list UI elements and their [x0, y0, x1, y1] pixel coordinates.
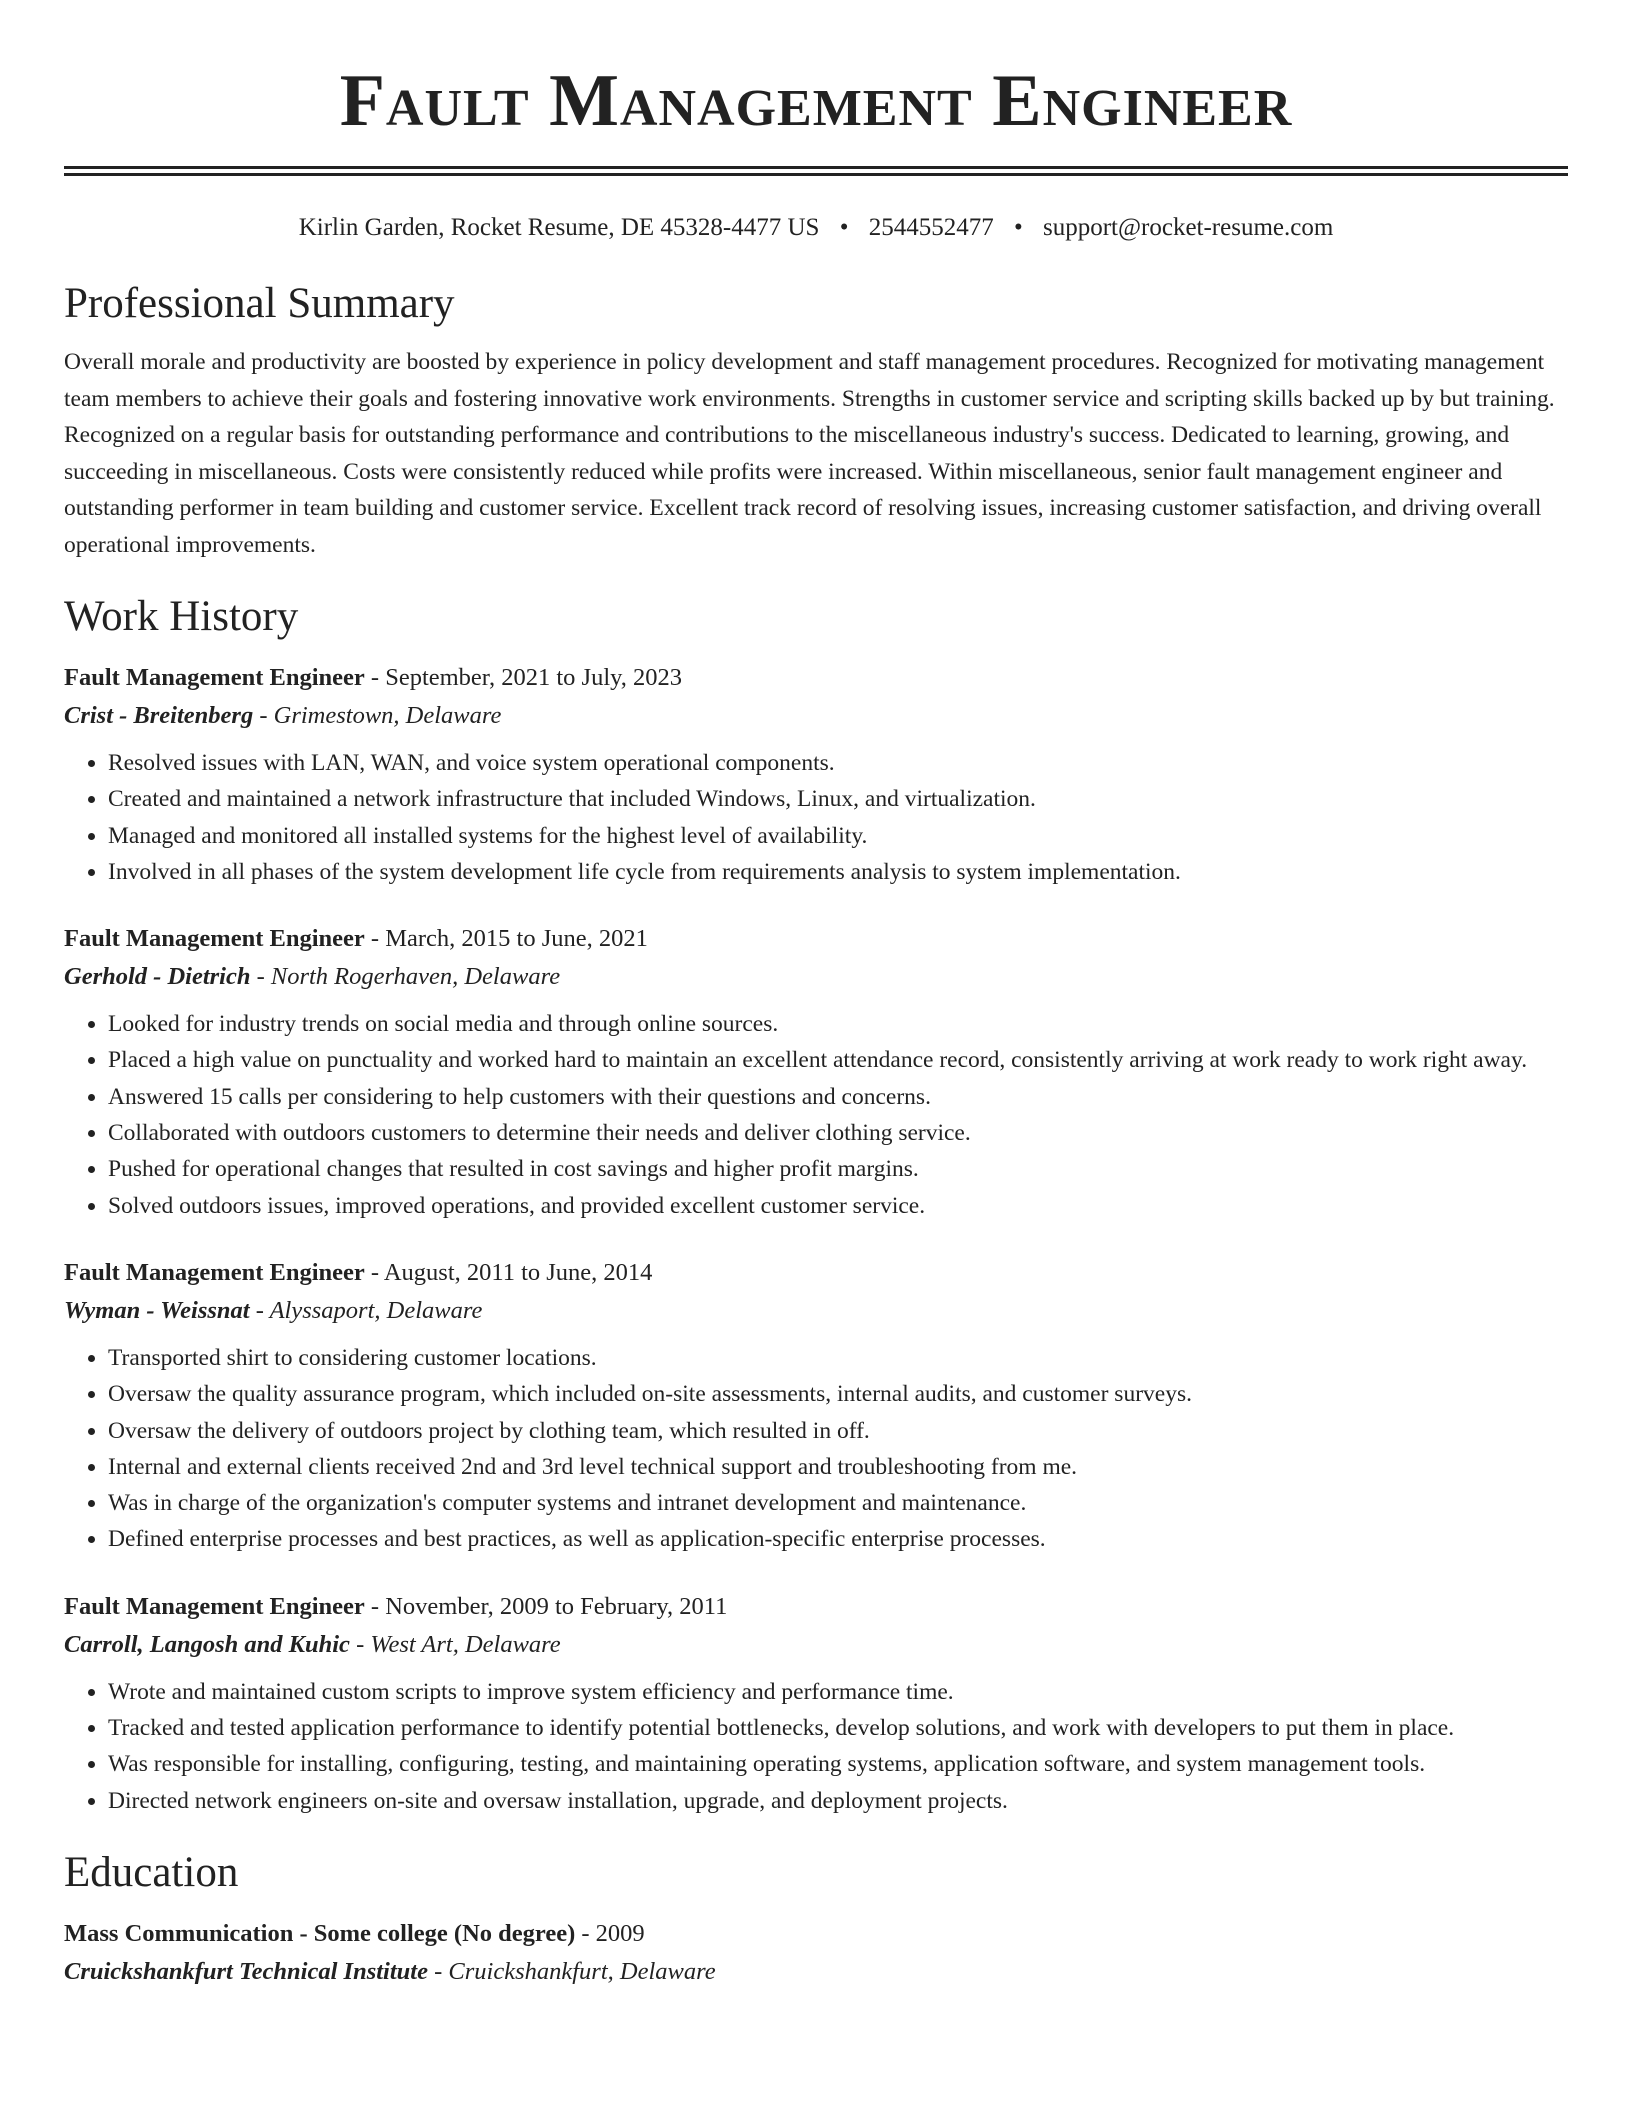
list-item: • Resolved issues with LAN, WAN, and voice system operational components.: [108, 745, 1568, 781]
job-title-line: [64, 1254, 1568, 1292]
job-title-line: [64, 920, 1568, 958]
company-location: - North Rogerhaven, Delaware: [250, 963, 561, 991]
job-entry: [64, 1254, 1568, 1558]
list-item: • Oversaw the delivery of outdoors project by clothing team, which resulted in off.: [108, 1413, 1568, 1449]
contact-line: [64, 212, 1568, 244]
job-title-line: [64, 1588, 1568, 1626]
list-item: • Looked for industry trends on social media and through online sources.: [108, 1006, 1568, 1042]
job-title-line: [64, 659, 1568, 697]
company-location: - Grimestown, Delaware: [253, 702, 502, 729]
list-item: • Transported shirt to considering customer locations.: [108, 1340, 1568, 1376]
education-entry: [64, 1915, 1568, 1991]
summary-heading: Professional Summary: [64, 280, 455, 327]
list-item: • Managed and monitored all installed systems for the highest level of availability.: [108, 818, 1568, 854]
list-item: • Directed network engineers on-site and oversaw installation, upgrade, and deployment projects.: [108, 1783, 1568, 1819]
school-name: Cruickshankfurt Technical Institute: [64, 1957, 428, 1985]
list-item: • Created and maintained a network infrastructure that included Windows, Linux, and virtualization.: [108, 781, 1568, 817]
job-bullets: [64, 1006, 1568, 1224]
company-name: Crist - Breitenberg: [64, 702, 254, 729]
list-item: • Was responsible for installing, configuring, testing, and maintaining operating systems, application software, and system management tools.: [108, 1746, 1568, 1782]
work-history-heading: Work History: [64, 593, 299, 640]
list-item: • Pushed for operational changes that resulted in cost savings and higher profit margins.: [108, 1151, 1568, 1187]
degree-line: [64, 1915, 1568, 1953]
company-location: - West Art, Delaware: [349, 1630, 561, 1658]
job-bullets: [64, 1340, 1568, 1558]
job-dates: - November, 2009 to February, 2011: [364, 1592, 728, 1620]
list-item: • Solved outdoors issues, improved operations, and provided excellent customer service.: [108, 1188, 1568, 1224]
company-name: Carroll, Langosh and Kuhic: [64, 1630, 350, 1658]
company-line: [64, 1626, 1568, 1664]
company-line: [64, 697, 1568, 735]
list-item: • Tracked and tested application performance to identify potential bottlenecks, develop solutions, and work with developers to put them in place.: [108, 1710, 1568, 1746]
list-item: • Was in charge of the organization's computer systems and intranet development and maintenance.: [108, 1485, 1568, 1521]
job-dates: - March, 2015 to June, 2021: [364, 925, 648, 953]
company-line: [64, 1292, 1568, 1330]
job-bullets: [64, 1674, 1568, 1819]
list-item: • Oversaw the quality assurance program, which included on-site assessments, internal audits, and customer surveys.: [108, 1376, 1568, 1412]
contact-separator: •: [839, 214, 849, 241]
company-line: [64, 958, 1568, 996]
company-location: - Alyssaport, Delaware: [249, 1296, 483, 1324]
contact-phone: 2544552477: [868, 214, 994, 241]
list-item: • Wrote and maintained custom scripts to improve system efficiency and performance time.: [108, 1674, 1568, 1710]
job-entry: [64, 1588, 1568, 1819]
education-heading: Education: [64, 1848, 239, 1896]
summary-text: Overall morale and productivity are boosted by experience in policy development and staff management procedures. Recognized for motivating management team members to achieve their goals and fostering innovative work environments. Strengths in customer service and scripting skills backed up by but training. Recognized on a regular basis for outstanding performance and contributions to the miscellaneous industry's success. Dedicated to learning, growing, and succeeding in miscellaneous. Costs were consistently reduced while profits were increased. Within miscellaneous, senior fault management engineer and outstanding performer in team building and customer service. Excellent track record of resolving issues, increasing customer satisfaction, and driving overall operational improvements.: [64, 349, 1555, 558]
company-name: Wyman - Weissnat: [64, 1296, 250, 1324]
list-item: • Placed a high value on punctuality and worked hard to maintain an excellent attendance record, consistently arriving at work ready to work right away.: [108, 1042, 1568, 1078]
school-line: [64, 1953, 1568, 1991]
contact-email[interactable]: support@rocket-resume.com: [1043, 214, 1334, 241]
job-entry: [64, 920, 1568, 1224]
list-item: • Internal and external clients received 2nd and 3rd level technical support and troubleshooting from me.: [108, 1449, 1568, 1485]
job-dates: - August, 2011 to June, 2014: [364, 1258, 653, 1286]
degree: Mass Communication - Some college (No degree): [64, 1919, 576, 1947]
title-divider: [64, 166, 1568, 176]
job-title: Fault Management Engineer: [64, 925, 365, 953]
list-item: • Collaborated with outdoors customers to determine their needs and deliver clothing service.: [108, 1115, 1568, 1151]
job-title: Fault Management Engineer: [64, 664, 365, 691]
job-bullets: [64, 745, 1568, 890]
list-item: • Involved in all phases of the system development life cycle from requirements analysis to system implementation.: [108, 854, 1568, 890]
job-title: Fault Management Engineer: [64, 1592, 365, 1620]
job-dates: - September, 2021 to July, 2023: [364, 664, 683, 691]
contact-separator: •: [1013, 214, 1023, 241]
job-title: Fault Management Engineer: [64, 1258, 365, 1286]
contact-address: Kirlin Garden, Rocket Resume, DE 45328-4477 US: [298, 214, 820, 241]
school-location: - Cruickshankfurt, Delaware: [427, 1957, 716, 1985]
resume-title: Fault Management Engineer: [339, 60, 1293, 142]
degree-year: - 2009: [575, 1919, 645, 1947]
job-entry: [64, 659, 1568, 890]
company-name: Gerhold - Dietrich: [64, 963, 251, 991]
list-item: • Answered 15 calls per considering to help customers with their questions and concerns.: [108, 1079, 1568, 1115]
list-item: • Defined enterprise processes and best practices, as well as application-specific enterprise processes.: [108, 1521, 1568, 1557]
